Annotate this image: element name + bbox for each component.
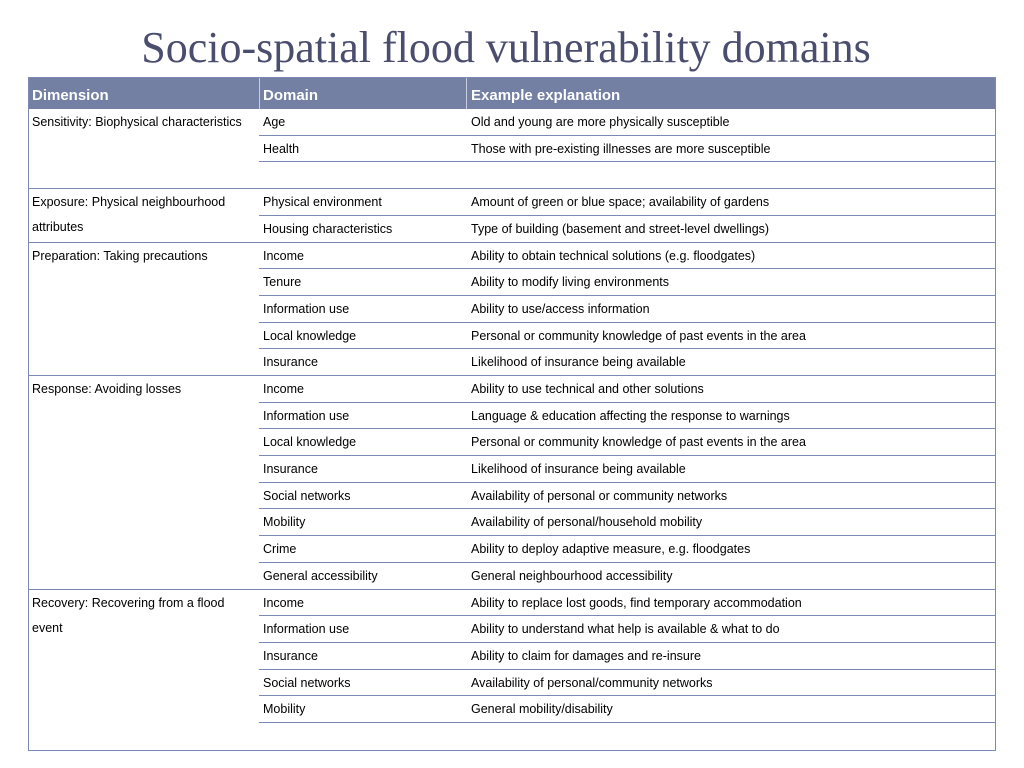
header-dimension: Dimension	[32, 87, 109, 104]
explanation-cell: Likelihood of insurance being available	[471, 355, 686, 369]
explanation-cell: Availability of personal or community networks	[471, 489, 728, 503]
dimension-label: Sensitivity: Biophysical characteristics	[32, 115, 242, 129]
domain-cell: Tenure	[263, 275, 302, 289]
explanation-cell: Ability to use/access information	[471, 302, 650, 316]
row-divider	[29, 188, 995, 189]
row-divider	[259, 482, 995, 483]
domain-cell: Information use	[263, 409, 350, 423]
domain-cell: Social networks	[263, 676, 351, 690]
header-domain: Domain	[263, 87, 319, 104]
explanation-cell: Amount of green or blue space; availability of gardens	[471, 195, 770, 209]
dimension-label: Recovery: Recovering from a flood	[32, 596, 225, 610]
explanation-cell: Ability to use technical and other solutions	[471, 382, 704, 396]
row-divider	[259, 322, 995, 323]
row-divider	[29, 589, 995, 590]
row-divider	[259, 562, 995, 563]
domain-cell: Information use	[263, 622, 350, 636]
row-divider	[259, 348, 995, 349]
domain-cell: Insurance	[263, 649, 318, 663]
header-explanation: Example explanation	[471, 87, 621, 104]
row-divider	[259, 508, 995, 509]
explanation-cell: Ability to deploy adaptive measure, e.g. floodgates	[471, 542, 751, 556]
row-divider	[29, 242, 995, 243]
explanation-cell: Ability to modify living environments	[471, 275, 669, 289]
row-divider	[259, 215, 995, 216]
domain-cell: Physical environment	[263, 195, 382, 209]
explanation-cell: Availability of personal/household mobility	[471, 515, 703, 529]
explanation-cell: Language & education affecting the response to warnings	[471, 409, 790, 423]
row-divider	[259, 669, 995, 670]
explanation-cell: Those with pre-existing illnesses are more susceptible	[471, 142, 771, 156]
explanation-cell: General mobility/disability	[471, 702, 613, 716]
row-divider	[259, 428, 995, 429]
domain-cell: Mobility	[263, 702, 306, 716]
explanation-cell: Ability to obtain technical solutions (e.g. floodgates)	[471, 249, 756, 263]
domain-cell: Income	[263, 382, 304, 396]
row-divider	[259, 135, 995, 136]
row-divider	[259, 695, 995, 696]
domain-cell: Insurance	[263, 462, 318, 476]
domain-cell: Local knowledge	[263, 435, 357, 449]
domain-cell: Housing characteristics	[263, 222, 393, 236]
domain-cell: Social networks	[263, 489, 351, 503]
dimension-label: Response: Avoiding losses	[32, 382, 182, 396]
explanation-cell: Ability to replace lost goods, find temporary accommodation	[471, 596, 802, 610]
domain-cell: Mobility	[263, 515, 306, 529]
explanation-cell: Availability of personal/community networks	[471, 676, 713, 690]
dimension-label: event	[32, 621, 63, 635]
domain-cell: Local knowledge	[263, 329, 357, 343]
header-divider	[259, 78, 260, 109]
row-divider	[259, 268, 995, 269]
explanation-cell: Personal or community knowledge of past events in the area	[471, 435, 806, 449]
row-divider	[259, 722, 995, 723]
domain-cell: Crime	[263, 542, 297, 556]
header-divider	[466, 78, 467, 109]
dimension-label: attributes	[32, 220, 84, 234]
slide-title: Socio-spatial flood vulnerability domains	[141, 23, 871, 72]
vulnerability-table	[28, 77, 996, 751]
row-divider	[29, 375, 995, 376]
explanation-cell: General neighbourhood accessibility	[471, 569, 673, 583]
explanation-cell: Ability to claim for damages and re-insure	[471, 649, 701, 663]
domain-cell: Age	[263, 115, 286, 129]
domain-cell: Income	[263, 249, 304, 263]
domain-cell: Insurance	[263, 355, 318, 369]
explanation-cell: Personal or community knowledge of past events in the area	[471, 329, 806, 343]
domain-cell: Income	[263, 596, 304, 610]
domain-cell: Information use	[263, 302, 350, 316]
row-divider	[259, 161, 995, 162]
row-divider	[259, 615, 995, 616]
row-divider	[259, 535, 995, 536]
dimension-label: Preparation: Taking precautions	[32, 249, 208, 263]
row-divider	[259, 642, 995, 643]
domain-cell: General accessibility	[263, 569, 378, 583]
explanation-cell: Type of building (basement and street-level dwellings)	[471, 222, 770, 236]
dimension-label: Exposure: Physical neighbourhood	[32, 195, 226, 209]
row-divider	[259, 402, 995, 403]
row-divider	[259, 455, 995, 456]
explanation-cell: Old and young are more physically susceptible	[471, 115, 730, 129]
explanation-cell: Ability to understand what help is available & what to do	[471, 622, 780, 636]
explanation-cell: Likelihood of insurance being available	[471, 462, 686, 476]
domain-cell: Health	[263, 142, 300, 156]
table-header	[29, 78, 995, 109]
row-divider	[259, 295, 995, 296]
